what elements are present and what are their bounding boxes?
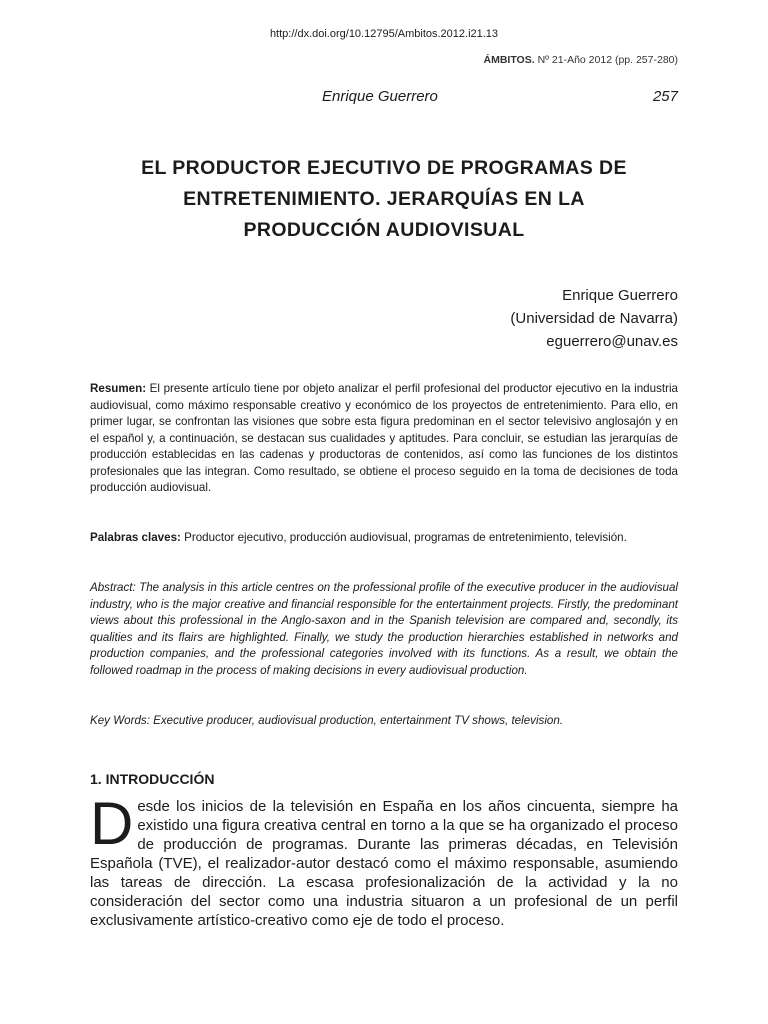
section-heading: 1. INTRODUCCIÓN (90, 771, 215, 787)
resumen-label: Resumen: (90, 382, 147, 395)
doi-link[interactable]: http://dx.doi.org/10.12795/Ambitos.2012.i21.13 (269, 28, 499, 40)
title-line-3: PRODUCCIÓN AUDIOVISUAL (243, 219, 525, 241)
running-head-author: Enrique Guerrero (322, 88, 438, 105)
journal-issue: Nº 21-Año 2012 (pp. 257-280) (537, 54, 678, 66)
resumen-text: El presente artículo tiene por objeto analizar el perfil profesional del productor ejecutivo en la industria audiovisual, como máximo responsable creativo y económico de los proyectos de entretenimiento. Para ello, en primer lugar, se confrontan las visiones que sobre esta figura predominan en el sector televisivo anglosajón y en el español y, a continuación, se destacan sus cualidades y aptitudes. Para concluir, se estudian las jerarquías de producción establecidas en las cadenas y productoras de contenidos, así como las funciones de los distintos profesionales que las integran. Como resultado, se obtiene el proceso seguido en la toma de decisiones de toda producción audiovisual. (90, 382, 678, 494)
author-name: Enrique Guerrero (562, 287, 678, 304)
article-title (90, 153, 678, 246)
author-email[interactable]: eguerrero@unav.es (546, 333, 678, 350)
title-line-2: ENTRETENIMIENTO. JERARQUÍAS EN LA (183, 188, 585, 210)
page-number: 257 (652, 88, 678, 105)
resumen (90, 381, 678, 497)
journal-name: ÁMBITOS. (483, 54, 535, 66)
palabras-claves-label: Palabras claves: (90, 531, 181, 544)
intro-paragraph (90, 790, 678, 930)
palabras-claves (90, 530, 678, 547)
author-block (510, 284, 678, 353)
running-head (90, 88, 678, 108)
drop-cap: D (90, 790, 134, 857)
key-words: Key Words: Executive producer, audiovisual production, entertainment TV shows, television. (90, 714, 564, 727)
author-affiliation: (Universidad de Navarra) (510, 310, 678, 327)
abstract: Abstract: The analysis in this article centres on the professional profile of the executive producer in the audiovisual industry, who is the major creative and financial responsible for the entertainment projects. Firstly, the predominant views about this professional in the Anglo-saxon and in the Spanish television are compared and, secondly, its qualities and its flairs are highlighted. Finally, we study the production hierarchies established in networks and production companies, and the professional categories involved with its functions. As a result, we obtain the followed roadmap in the process of making decisions in every audiovisual production. (90, 581, 678, 677)
journal-reference (483, 54, 678, 66)
title-line-1: EL PRODUCTOR EJECUTIVO DE PROGRAMAS DE (141, 157, 627, 179)
intro-text: esde los inicios de la televisión en España en los años cincuenta, siempre ha existido una figura creativa central en torno a la que se ha organizado el proceso de producción de programas. Durante las primeras décadas, en Televisión Española (TVE), el realizador-autor destacó como el máximo responsable, asumiendo las tareas de dirección. La escasa profesionalización de la actividad y la no consideración del sector como una industria situaron a un profesional de un perfil exclusivamente artístico-creativo como eje de todo el proceso. (90, 798, 678, 929)
palabras-claves-text: Productor ejecutivo, producción audiovisual, programas de entretenimiento, televisión. (180, 531, 627, 544)
